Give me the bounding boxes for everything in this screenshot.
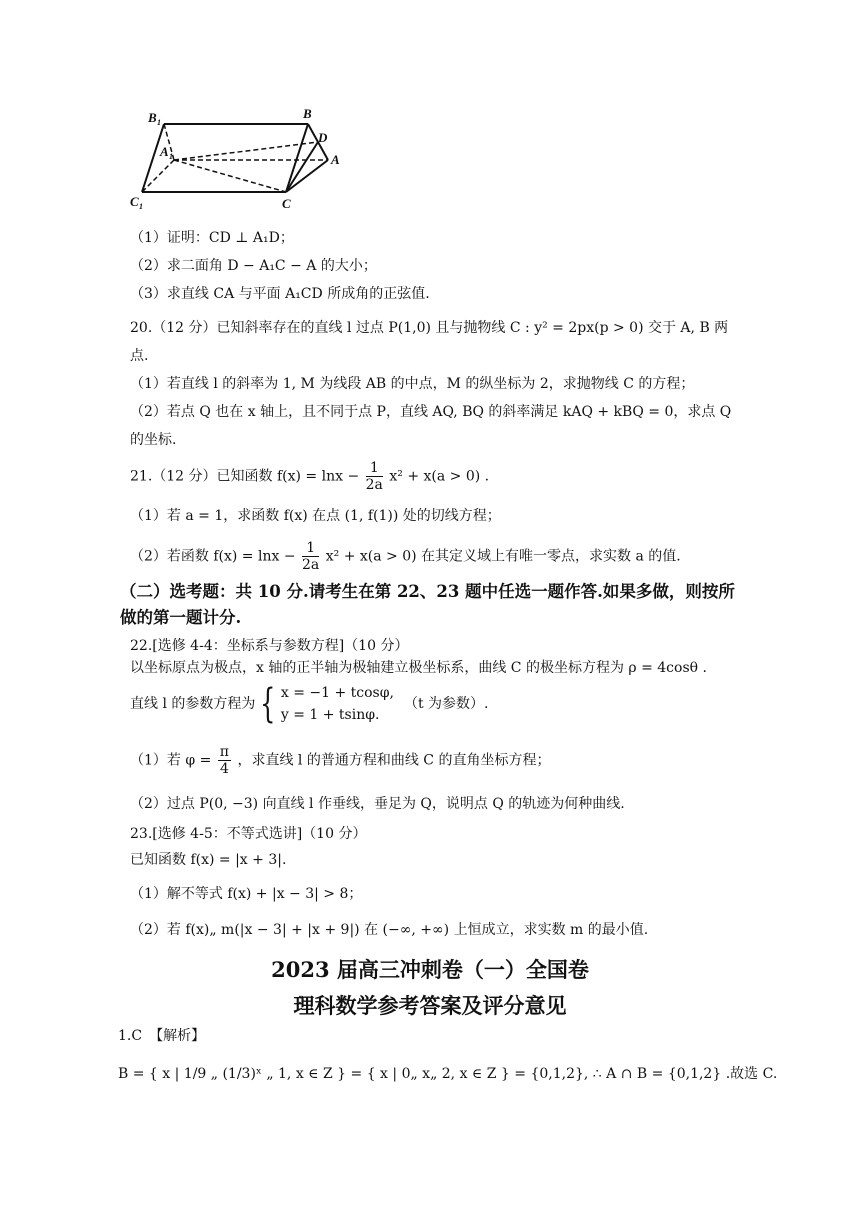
label-a: A [331, 152, 340, 167]
left-brace: { [260, 681, 276, 727]
svg-text:1: 1 [169, 152, 173, 161]
q21-stem-post: x² + x(a > 0) . [389, 468, 490, 485]
answer-title-1: 2023 届高三冲刺卷（一）全国卷 [271, 957, 589, 982]
q22-header: 22.[选修 4-4：坐标系与参数方程]（10 分） [130, 638, 409, 654]
q19-part3: （3）求直线 CA 与平面 A₁CD 所成角的正弦值. [130, 286, 430, 302]
label-b: B [303, 106, 312, 121]
q22-system: x = −1 + tcosφ, y = 1 + tsinφ. [280, 685, 394, 723]
q21-fraction: $\frac{1}{2a}$ [365, 460, 383, 493]
prism-diagram [128, 104, 354, 216]
pi-over-four: $\frac{\pi}{4}$ [219, 744, 229, 777]
q20-stem: 20.（12 分）已知斜率存在的直线 l 过点 P(1,0) 且与抛物线 C : y² = 2px(p > 0) 交于 A, B 两 [130, 320, 729, 336]
q23-stem: 已知函数 f(x) = |x + 3|. [130, 852, 287, 868]
label-c: C [282, 196, 291, 211]
label-c1: C [130, 194, 139, 209]
label-b1: B [148, 110, 157, 125]
svg-text:1: 1 [157, 118, 161, 127]
q23-header: 23.[选修 4-5：不等式选讲]（10 分） [130, 826, 367, 842]
answer-title-2: 理科数学参考答案及评分意见 [293, 993, 567, 1018]
q21-stem [130, 460, 489, 493]
answer-1-formula: B = { x | 1/9 „ (1/3)ˣ „ 1, x ∈ Z } = { x | 0„ x„ 2, x ∈ Z } = {0,1,2}, ∴ A ∩ B = {0,1,2} .故选 C. [118, 1066, 778, 1082]
q22-line1: 以坐标原点为极点，x 轴的正半轴为极轴建立极坐标系，曲线 C 的极坐标方程为 ρ = 4cosθ . [130, 660, 707, 676]
q21-stem-pre: 21.（12 分）已知函数 f(x) = lnx − [130, 468, 360, 485]
q21-part2-fraction: $\frac{1}{2a}$ [302, 540, 320, 573]
prism-figure [128, 104, 354, 216]
q20-part2: （2）若点 Q 也在 x 轴上，且不同于点 P，直线 AQ, BQ 的斜率满足 kAQ + kBQ = 0，求点 Q [130, 404, 732, 420]
section2-heading-cont: 做的第一题计分. [120, 608, 242, 627]
q22-part2: （2）过点 P(0, −3) 向直线 l 作垂线，垂足为 Q，说明点 Q 的轨迹为何种曲线. [130, 796, 625, 812]
q20-part1: （1）若直线 l 的斜率为 1, M 为线段 AB 的中点，M 的纵坐标为 2，求抛物线 C 的方程； [130, 376, 695, 392]
label-a1: A [160, 144, 169, 159]
q21-part2 [130, 540, 681, 573]
q20-part2-cont: 的坐标. [130, 432, 177, 448]
q23-part2: （2）若 f(x)„ m(|x − 3| + |x + 9|) 在 (−∞, +∞) 上恒成立，求实数 m 的最小值. [130, 922, 649, 938]
label-d: D [318, 130, 328, 145]
q22-param-eq: 直线 l 的参数方程为 { x = −1 + tcosφ, y = 1 + tsinφ. （t 为参数）. [130, 681, 489, 727]
q22-part1: （1）若 φ = $\frac{\pi}{4}$ ，求直线 l 的普通方程和曲线 C 的直角坐标方程； [130, 744, 551, 777]
q21-part2-post: x² + x(a > 0) 在其定义域上有唯一零点，求实数 a 的值. [325, 548, 681, 565]
q21-part2-pre: （2）若函数 f(x) = lnx − [130, 548, 296, 565]
q23-part1: （1）解不等式 f(x) + |x − 3| > 8； [130, 886, 363, 902]
svg-text:1: 1 [139, 202, 143, 211]
q19-part2: （2）求二面角 D − A₁C − A 的大小； [130, 258, 377, 274]
section2-heading: （二）选考题：共 10 分.请考生在第 22、23 题中任选一题作答.如果多做，则按所 [120, 582, 735, 601]
q19-part1: （1）证明：CD ⊥ A₁D； [130, 230, 294, 246]
answer-1-head: 1.C 【解析】 [118, 1028, 206, 1044]
q21-part1: （1）若 a = 1，求函数 f(x) 在点 (1, f(1)) 处的切线方程； [130, 508, 501, 524]
q20-stem-cont: 点. [130, 348, 149, 364]
